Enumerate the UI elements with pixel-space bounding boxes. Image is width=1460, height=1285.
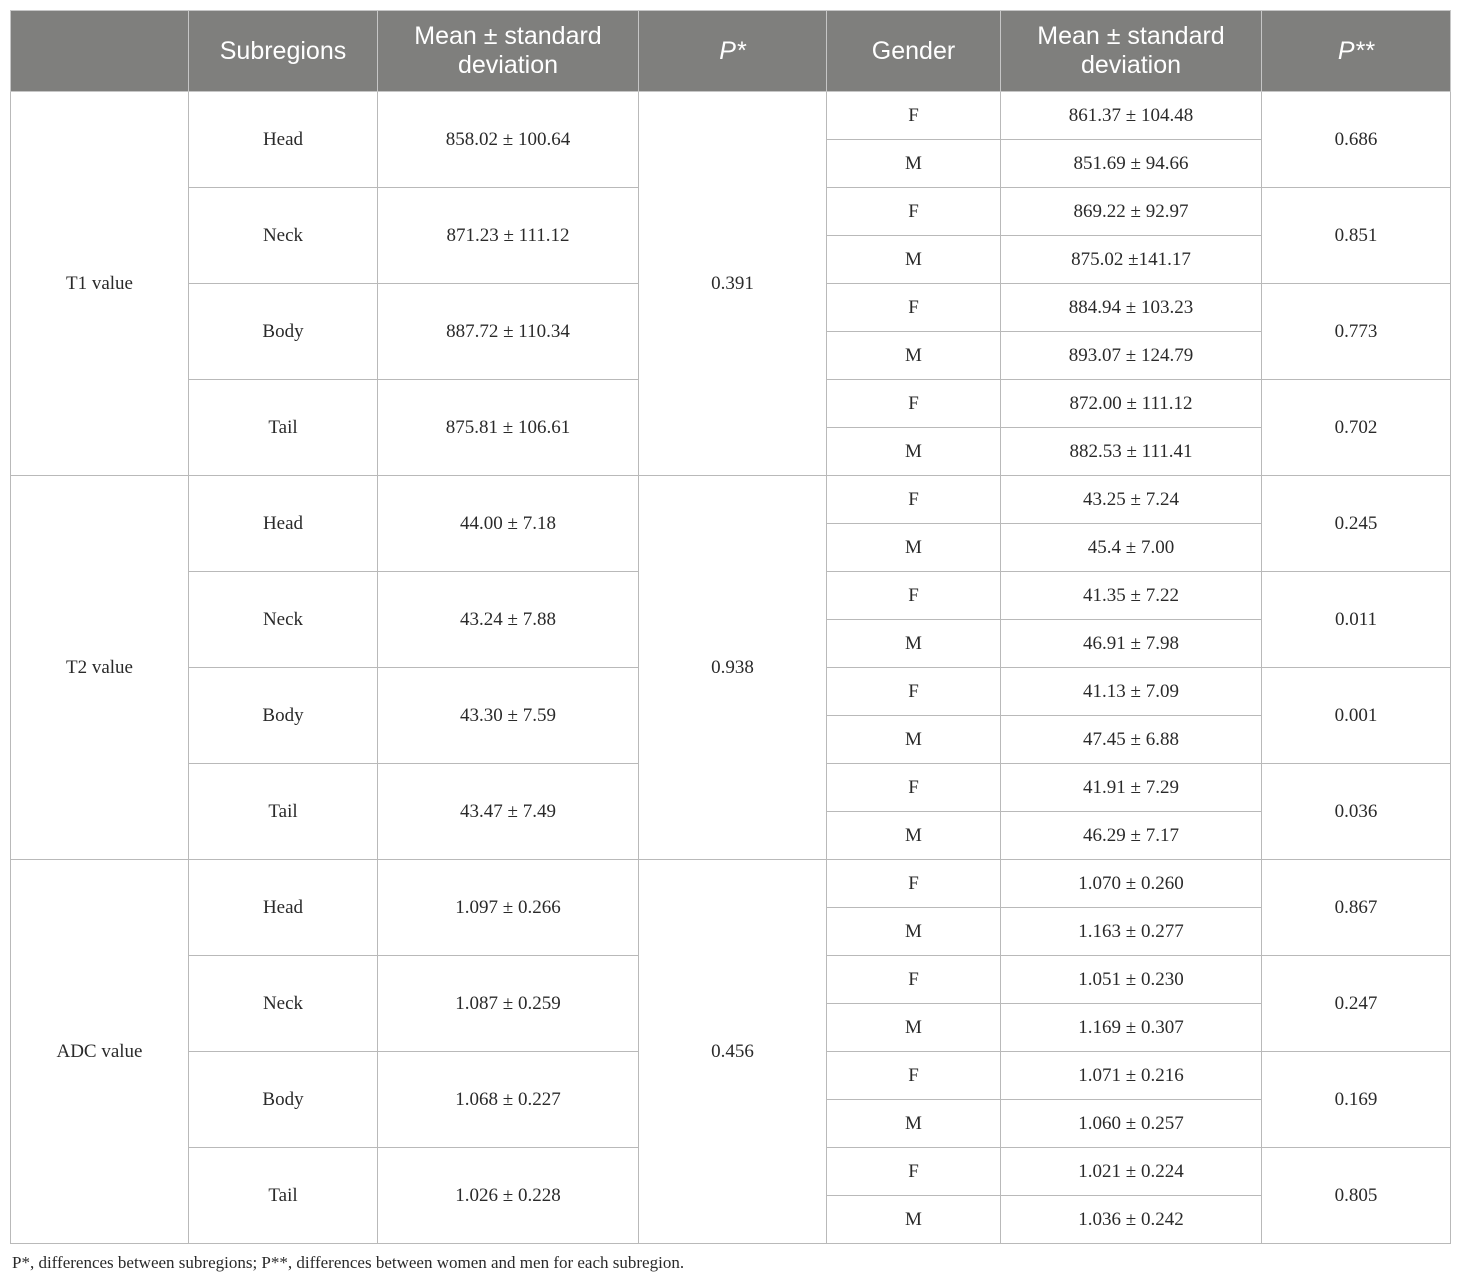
gender-cell: M: [827, 428, 1001, 476]
gender-mean-sd-cell: 41.91 ± 7.29: [1001, 764, 1262, 812]
gender-cell: F: [827, 572, 1001, 620]
gender-mean-sd-cell: 1.036 ± 0.242: [1001, 1196, 1262, 1244]
parameter-cell: T1 value: [11, 92, 189, 476]
p-gender-cell: 0.851: [1262, 188, 1451, 284]
gender-mean-sd-cell: 851.69 ± 94.66: [1001, 140, 1262, 188]
gender-cell: F: [827, 1148, 1001, 1196]
subregion-cell: Neck: [189, 572, 378, 668]
gender-cell: F: [827, 860, 1001, 908]
table-footnote: P*, differences between subregions; P**, differences between women and men for each subregion.: [12, 1253, 685, 1272]
subregion-cell: Head: [189, 476, 378, 572]
gender-cell: M: [827, 524, 1001, 572]
subregion-mean-sd-cell: 887.72 ± 110.34: [378, 284, 639, 380]
header-gender: Gender: [827, 11, 1001, 92]
gender-mean-sd-cell: 875.02 ±141.17: [1001, 236, 1262, 284]
parameter-cell: T2 value: [11, 476, 189, 860]
gender-mean-sd-cell: 47.45 ± 6.88: [1001, 716, 1262, 764]
gender-mean-sd-cell: 1.021 ± 0.224: [1001, 1148, 1262, 1196]
gender-mean-sd-cell: 869.22 ± 92.97: [1001, 188, 1262, 236]
parameter-cell: ADC value: [11, 860, 189, 1244]
gender-cell: F: [827, 92, 1001, 140]
header-p-subregions: P*: [639, 11, 827, 92]
subregion-cell: Neck: [189, 956, 378, 1052]
subregion-cell: Body: [189, 1052, 378, 1148]
subregion-mean-sd-cell: 1.097 ± 0.266: [378, 860, 639, 956]
p-gender-cell: 0.247: [1262, 956, 1451, 1052]
gender-cell: M: [827, 140, 1001, 188]
header-parameter: [11, 11, 189, 92]
gender-mean-sd-cell: 41.35 ± 7.22: [1001, 572, 1262, 620]
p-gender-cell: 0.867: [1262, 860, 1451, 956]
p-subregions-cell: 0.456: [639, 860, 827, 1244]
gender-mean-sd-cell: 872.00 ± 111.12: [1001, 380, 1262, 428]
table-row: [11, 860, 1451, 908]
gender-cell: M: [827, 908, 1001, 956]
p-subregions-cell: 0.391: [639, 92, 827, 476]
gender-cell: F: [827, 956, 1001, 1004]
gender-mean-sd-cell: 41.13 ± 7.09: [1001, 668, 1262, 716]
gender-cell: F: [827, 284, 1001, 332]
gender-mean-sd-cell: 1.071 ± 0.216: [1001, 1052, 1262, 1100]
gender-cell: M: [827, 812, 1001, 860]
p-gender-cell: 0.245: [1262, 476, 1451, 572]
gender-mean-sd-cell: 1.169 ± 0.307: [1001, 1004, 1262, 1052]
subregion-cell: Tail: [189, 1148, 378, 1244]
gender-cell: F: [827, 668, 1001, 716]
subregion-cell: Head: [189, 92, 378, 188]
gender-mean-sd-cell: 893.07 ± 124.79: [1001, 332, 1262, 380]
gender-cell: M: [827, 716, 1001, 764]
gender-mean-sd-cell: 882.53 ± 111.41: [1001, 428, 1262, 476]
data-table-container: [10, 10, 1450, 1244]
gender-mean-sd-cell: 861.37 ± 104.48: [1001, 92, 1262, 140]
p-gender-cell: 0.001: [1262, 668, 1451, 764]
gender-mean-sd-cell: 45.4 ± 7.00: [1001, 524, 1262, 572]
subregion-cell: Tail: [189, 764, 378, 860]
p-gender-cell: 0.011: [1262, 572, 1451, 668]
gender-cell: F: [827, 764, 1001, 812]
gender-cell: M: [827, 620, 1001, 668]
header-row: [11, 11, 1451, 92]
subregion-mean-sd-cell: 1.087 ± 0.259: [378, 956, 639, 1052]
p-gender-cell: 0.169: [1262, 1052, 1451, 1148]
gender-cell: M: [827, 236, 1001, 284]
subregion-mean-sd-cell: 875.81 ± 106.61: [378, 380, 639, 476]
subregion-cell: Body: [189, 668, 378, 764]
gender-mean-sd-cell: 1.051 ± 0.230: [1001, 956, 1262, 1004]
header-subregions: Subregions: [189, 11, 378, 92]
results-table: [10, 10, 1451, 1244]
subregion-mean-sd-cell: 1.068 ± 0.227: [378, 1052, 639, 1148]
subregion-mean-sd-cell: 43.30 ± 7.59: [378, 668, 639, 764]
subregion-mean-sd-cell: 858.02 ± 100.64: [378, 92, 639, 188]
p-gender-cell: 0.686: [1262, 92, 1451, 188]
gender-cell: F: [827, 188, 1001, 236]
subregion-cell: Neck: [189, 188, 378, 284]
subregion-mean-sd-cell: 43.47 ± 7.49: [378, 764, 639, 860]
table-row: [11, 476, 1451, 524]
header-mean-sd-gender: Mean ± standard deviation: [1001, 11, 1262, 92]
gender-mean-sd-cell: 1.070 ± 0.260: [1001, 860, 1262, 908]
gender-mean-sd-cell: 43.25 ± 7.24: [1001, 476, 1262, 524]
gender-mean-sd-cell: 46.91 ± 7.98: [1001, 620, 1262, 668]
p-subregions-cell: 0.938: [639, 476, 827, 860]
subregion-mean-sd-cell: 44.00 ± 7.18: [378, 476, 639, 572]
gender-cell: F: [827, 1052, 1001, 1100]
p-gender-cell: 0.702: [1262, 380, 1451, 476]
subregion-cell: Tail: [189, 380, 378, 476]
gender-mean-sd-cell: 46.29 ± 7.17: [1001, 812, 1262, 860]
gender-cell: M: [827, 332, 1001, 380]
p-gender-cell: 0.036: [1262, 764, 1451, 860]
p-gender-cell: 0.773: [1262, 284, 1451, 380]
subregion-cell: Head: [189, 860, 378, 956]
gender-cell: M: [827, 1100, 1001, 1148]
gender-cell: M: [827, 1196, 1001, 1244]
gender-mean-sd-cell: 1.163 ± 0.277: [1001, 908, 1262, 956]
table-header: [11, 11, 1451, 92]
gender-cell: M: [827, 1004, 1001, 1052]
subregion-mean-sd-cell: 871.23 ± 111.12: [378, 188, 639, 284]
subregion-mean-sd-cell: 1.026 ± 0.228: [378, 1148, 639, 1244]
gender-mean-sd-cell: 1.060 ± 0.257: [1001, 1100, 1262, 1148]
gender-cell: F: [827, 476, 1001, 524]
table-body: [11, 92, 1451, 1244]
table-row: [11, 92, 1451, 140]
gender-cell: F: [827, 380, 1001, 428]
header-mean-sd-subregion: Mean ± standard deviation: [378, 11, 639, 92]
header-p-gender: P**: [1262, 11, 1451, 92]
gender-mean-sd-cell: 884.94 ± 103.23: [1001, 284, 1262, 332]
p-gender-cell: 0.805: [1262, 1148, 1451, 1244]
subregion-mean-sd-cell: 43.24 ± 7.88: [378, 572, 639, 668]
subregion-cell: Body: [189, 284, 378, 380]
